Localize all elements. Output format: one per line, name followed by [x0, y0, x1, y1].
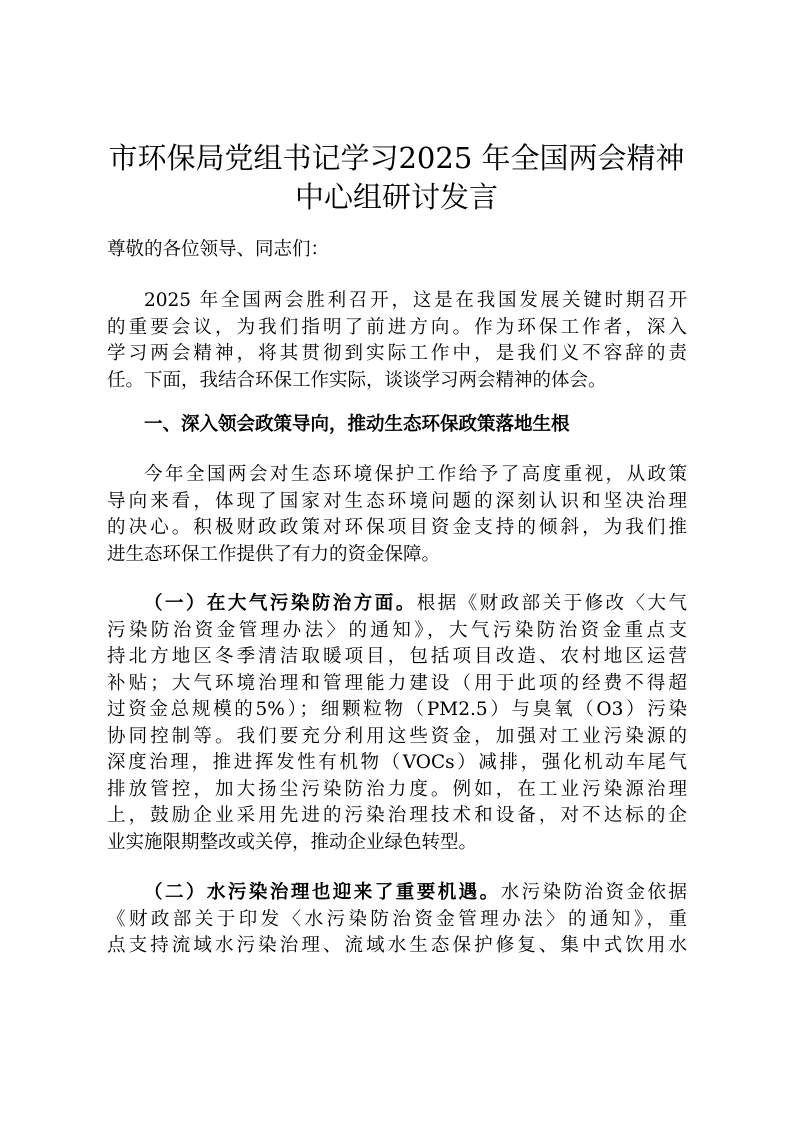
paragraph-policy: [107, 462, 687, 568]
paragraph-line: 点支持流域水污染治理、流域水生态保护修复、集中式饮用水: [107, 935, 687, 956]
paragraph-line: 过资金总规模的5%）；细颗粒物（PM2.5）与臭氧（O3）污染: [107, 699, 687, 720]
paragraph-line: 补贴；大气环境治理和管理能力建设（用于此项的经费不得超: [107, 672, 687, 694]
paragraph-intro: [107, 288, 687, 394]
paragraph-line: 业实施限期整改或关停，推动企业绿色转型。: [107, 831, 478, 853]
section-heading-1: [107, 412, 687, 439]
paragraph-line: [107, 880, 687, 907]
document-title-line-1: 市环保局党组书记学习2025 年全国两会精神: [108, 141, 685, 175]
paragraph-line: [107, 591, 687, 618]
salutation-text: 尊敬的各位领导、同志们：: [107, 239, 330, 260]
paragraph-line: 学习两会精神，将其贯彻到实际工作中，是我们义不容辞的责: [107, 343, 687, 364]
paragraph-water-pollution: [107, 880, 687, 960]
paragraph-line: 的决心。积极财政政策对环保项目资金支持的倾斜，为我们推: [107, 517, 687, 538]
paragraph-line: 任。下面，我结合环保工作实际，谈谈学习两会精神的体会。: [107, 369, 607, 391]
paragraph-line: 2025 年全国两会胜利召开，这是在我国发展关键时期召开: [144, 290, 687, 311]
paragraph-line-rest: 水污染防治资金依据: [500, 882, 687, 903]
paragraph-air-pollution: [107, 591, 687, 856]
document-title-line-2: 中心组研讨发言: [294, 180, 498, 214]
paragraph-line: 持北方地区冬季清洁取暖项目，包括项目改造、农村地区运营: [107, 646, 687, 667]
salutation: [107, 237, 687, 264]
paragraph-line: 排放管控，加大扬尘污染防治力度。例如，在工业污染源治理: [107, 778, 687, 800]
paragraph-line: 导向来看，体现了国家对生态环境问题的深刻认识和坚决治理: [107, 490, 687, 512]
paragraph-line: 深度治理，推进挥发性有机物（VOCs）减排，强化机动车尾气: [107, 752, 687, 773]
paragraph-line: 污染防治资金管理办法〉的通知》，大气污染防治资金重点支: [107, 619, 687, 641]
paragraph-line: 《财政部关于印发〈水污染防治资金管理办法〉的通知》，重: [107, 908, 687, 930]
paragraph-line: 今年全国两会对生态环境保护工作给予了高度重视，从政策: [144, 464, 687, 485]
paragraph-line: 上，鼓励企业采用先进的污染治理技术和设备，对不达标的企: [107, 805, 687, 826]
section-heading-text: 一、深入领会政策导向，推动生态环保政策落地生根: [144, 414, 570, 435]
paragraph-line: 协同控制等。我们要充分利用这些资金，加强对工业污染源的: [107, 725, 687, 747]
subsection-lead: （一）在大气污染防治方面。: [144, 593, 417, 614]
subsection-lead: （二）水污染治理也迎来了重要机遇。: [144, 882, 501, 903]
paragraph-line: 的重要会议，为我们指明了前进方向。作为环保工作者，深入: [107, 316, 687, 338]
paragraph-line: 进生态环保工作提供了有力的资金保障。: [107, 543, 441, 565]
paragraph-line-rest: 根据《财政部关于修改〈大气: [416, 593, 687, 614]
